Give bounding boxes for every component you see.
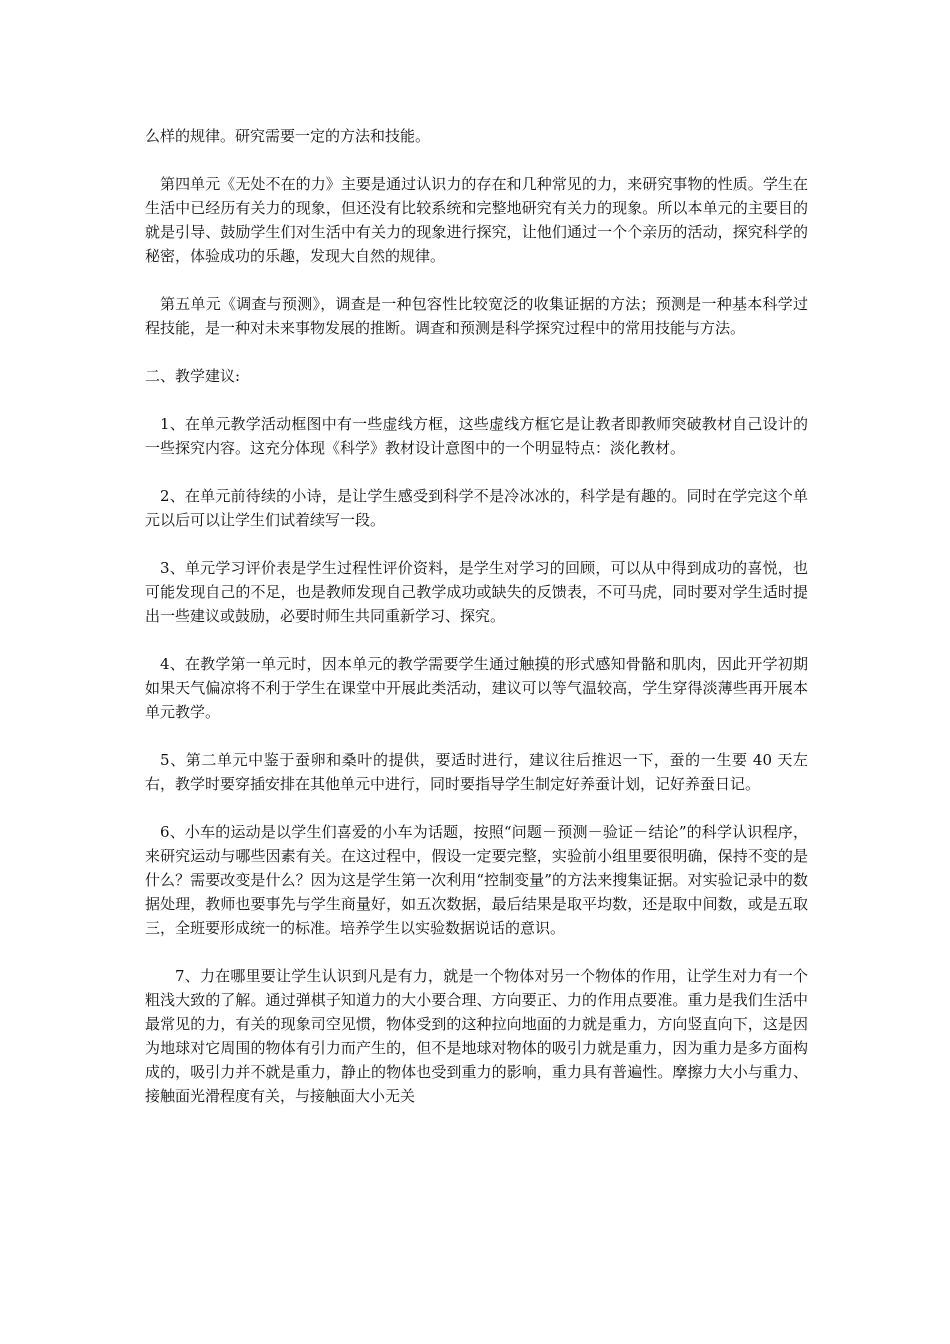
suggestion-item-7: 7、力在哪里要让学生认识到凡是有力，就是一个物体对另一个物体的作用，让学生对力有一个粗浅大致的了解。通过弹棋子知道力的大小要合理、方向要正、力的作用点要准。重力是我们生活中最常见的力，有关的现象司空见惯，物体受到的这种拉向地面的力就是重力，方向竖直向下，这是因为地球对它周围的物体有引力而产生的，但不是地球对物体的吸引力就是重力，因为重力是多方面构成的，吸引力并不就是重力，静止的物体也受到重力的影响，重力具有普遍性。摩擦力大小与重力、接触面光滑程度有关，与接触面大小无关 — [145, 967, 808, 1105]
suggestion-item-6: 6、小车的运动是以学生们喜爱的小车为话题，按照“问题－预测－验证－结论”的科学认识程序，来研究运动与哪些因素有关。在这过程中，假设一定要完整，实验前小组里要很明确，保持不变的是什么？需要改变是什么？因为这是学生第一次利用“控制变量”的方法来搜集证据。对实验记录中的数据处理，教师也要事先与学生商量好，如五次数据，最后结果是取平均数，还是取中间数，或是五取三，全班要形成统一的标准。培养学生以实验数据说话的意识。 — [145, 823, 808, 937]
suggestion-item-2: 2、在单元前待续的小诗，是让学生感受到科学不是冷冰冰的，科学是有趣的。同时在学完这个单元以后可以让学生们试着续写一段。 — [145, 487, 808, 529]
section-heading-teaching-suggestions: 二、教学建议: — [145, 367, 241, 385]
paragraph-unit-five: 第五单元《调查与预测》，调查是一种包容性比较宽泛的收集证据的方法；预测是一种基本科学过程技能，是一种对未来事物发展的推断。调查和预测是科学探究过程中的常用技能与方法。 — [145, 295, 808, 337]
suggestion-item-1: 1、在单元教学活动框图中有一些虚线方框，这些虚线方框它是让教者即教师突破教材自己设计的一些探究内容。这充分体现《科学》教材设计意图中的一个明显特点：淡化教材。 — [145, 415, 808, 457]
paragraph-continuation: 么样的规律。研究需要一定的方法和技能。 — [145, 127, 431, 145]
document-body — [145, 124, 808, 1132]
suggestion-item-4: 4、在教学第一单元时，因本单元的教学需要学生通过触摸的形式感知骨骼和肌肉，因此开学初期如果天气偏凉将不利于学生在课堂中开展此类活动，建议可以等气温较高，学生穿得淡薄些再开展本单元教学。 — [145, 655, 808, 721]
paragraph-unit-four: 第四单元《无处不在的力》主要是通过认识力的存在和几种常见的力，来研究事物的性质。学生在生活中已经历有关力的现象，但还没有比较系统和完整地研究有关力的现象。所以本单元的主要目的就是引导、鼓励学生们对生活中有关力的现象进行探究，让他们通过一个个亲历的活动，探究科学的秘密，体验成功的乐趣，发现大自然的规律。 — [145, 175, 808, 265]
suggestion-item-5: 5、第二单元中鉴于蚕卵和桑叶的提供，要适时进行，建议往后推迟一下，蚕的一生要 40 天左右，教学时要穿插安排在其他单元中进行，同时要指导学生制定好养蚕计划，记好养蚕日记。 — [145, 751, 808, 793]
suggestion-item-3: 3、单元学习评价表是学生过程性评价资料，是学生对学习的回顾，可以从中得到成功的喜悦，也可能发现自己的不足，也是教师发现自己教学成功或缺失的反馈表，不可马虎，同时要对学生适时提出一些建议或鼓励，必要时师生共同重新学习、探究。 — [145, 559, 808, 625]
